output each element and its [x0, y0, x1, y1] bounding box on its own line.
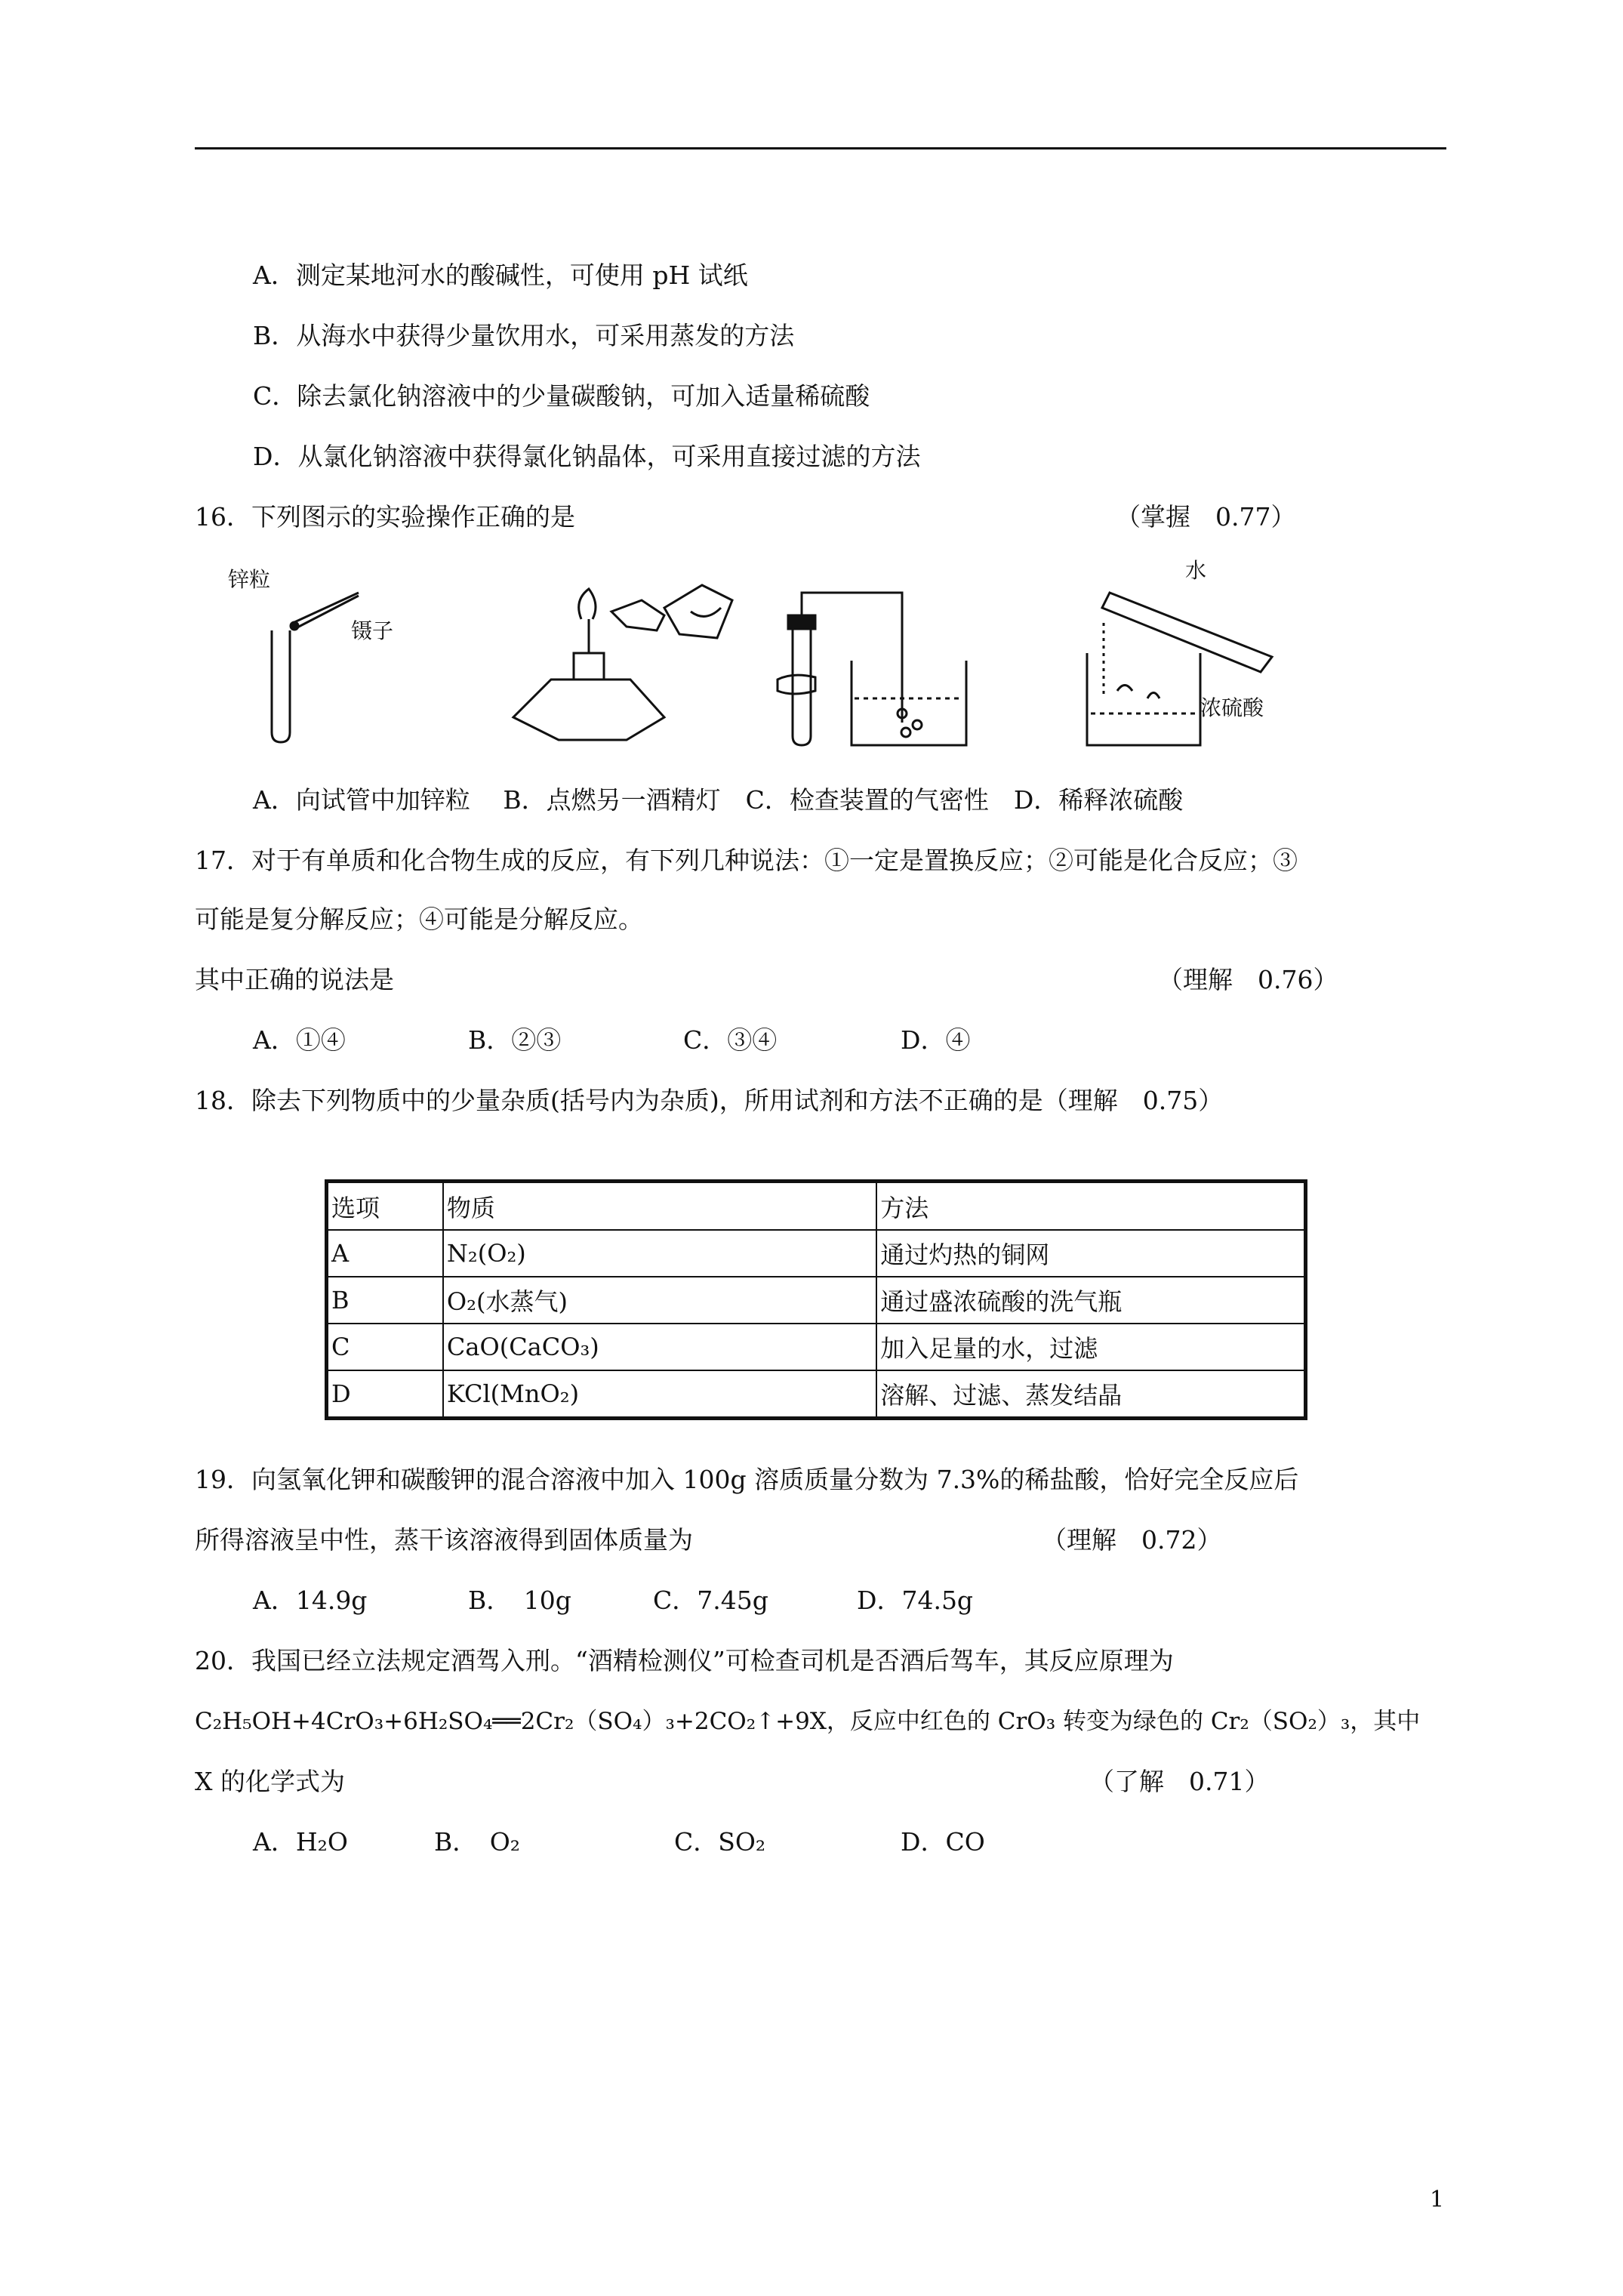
q15-option-d: D．从氯化钠溶液中获得氯化钠晶体，可采用直接过滤的方法	[253, 442, 921, 471]
table-cell: CaO(CaCO₃)	[443, 1324, 876, 1370]
q17-option-a: A．①④	[253, 1025, 346, 1055]
q17-stem-3: 其中正确的说法是	[195, 965, 394, 994]
q18-table	[325, 1179, 1307, 1420]
table-cell: B	[327, 1277, 443, 1324]
table-cell: 溶解、过滤、蒸发结晶	[876, 1370, 1305, 1419]
figure-a-zinc-tube	[272, 593, 359, 742]
page-number: 1	[1430, 2187, 1445, 2213]
table-row	[327, 1230, 1306, 1277]
q20-option-d: D．CO	[901, 1827, 985, 1857]
q17-stem-2: 可能是复分解反应；④可能是分解反应。	[195, 905, 643, 934]
table-cell: N₂(O₂)	[443, 1230, 876, 1277]
label-acid: 浓硫酸	[1200, 695, 1264, 720]
q19-option-c: C．7.45g	[653, 1586, 768, 1615]
q20-option-a: A．H₂O	[253, 1827, 348, 1857]
q17-option-b: B．②③	[468, 1025, 562, 1055]
table-cell: O₂(水蒸气)	[443, 1277, 876, 1324]
header-rule	[195, 147, 1446, 149]
q17-option-d: D．④	[901, 1025, 971, 1055]
q18-stem: 18．除去下列物质中的少量杂质(括号内为杂质)，所用试剂和方法不正确的是（理解 0.75）	[195, 1086, 1224, 1115]
label-water: 水	[1185, 558, 1207, 583]
label-zinc: 锌粒	[228, 567, 271, 592]
q16-options: A．向试管中加锌粒 B．点燃另一酒精灯 C．检查装置的气密性 D．稀释浓硫酸	[253, 785, 1184, 815]
q19-stem-1: 19．向氢氧化钾和碳酸钾的混合溶液中加入 100g 溶质质量分数为 7.3%的稀盐酸，恰好完全反应后	[195, 1465, 1299, 1494]
table-header: 方法	[876, 1182, 1305, 1231]
q15-option-c: C．除去氯化钠溶液中的少量碳酸钠，可加入适量稀硫酸	[253, 381, 870, 411]
q19-option-d: D．74.5g	[857, 1586, 974, 1615]
q20-equation: C₂H₅OH+4CrO₃+6H₂SO₄══2Cr₂（SO₄）₃+2CO₂↑+9X，反应中红色的 CrO₃ 转变为绿色的 Cr₂（SO₂）₃，其中	[195, 1708, 1421, 1735]
table-cell: KCl(MnO₂)	[443, 1370, 876, 1419]
q20-difficulty: （了解 0.71）	[1089, 1767, 1270, 1796]
q16-stem: 16．下列图示的实验操作正确的是	[195, 502, 575, 532]
q20-stem-1: 20．我国已经立法规定酒驾入刑。“酒精检测仪”可检查司机是否酒后驾车，其反应原理为	[195, 1646, 1174, 1675]
figure-d-dilute-acid	[1087, 593, 1272, 745]
q15-option-b: B．从海水中获得少量饮用水，可采用蒸发的方法	[253, 321, 795, 350]
table-cell: 通过盛浓硫酸的洗气瓶	[876, 1277, 1305, 1324]
q19-option-b: B． 10g	[468, 1586, 571, 1615]
table-header-row	[327, 1182, 1306, 1231]
table-cell: 通过灼热的铜网	[876, 1230, 1305, 1277]
q17-difficulty: （理解 0.76）	[1158, 965, 1338, 994]
table-header: 选项	[327, 1182, 443, 1231]
q15-option-a: A．测定某地河水的酸碱性，可使用 pH 试纸	[253, 260, 748, 290]
q19-difficulty: （理解 0.72）	[1042, 1525, 1222, 1555]
table-cell: A	[327, 1230, 443, 1277]
table-cell: D	[327, 1370, 443, 1419]
q20-option-c: C．SO₂	[674, 1827, 766, 1857]
q19-stem-2: 所得溶液呈中性，蒸干该溶液得到固体质量为	[195, 1525, 693, 1555]
figure-b-alcohol-lamps	[513, 585, 732, 740]
table-header: 物质	[443, 1182, 876, 1231]
q16-figures	[219, 547, 1276, 751]
table-row	[327, 1277, 1306, 1324]
q17-option-c: C．③④	[683, 1025, 778, 1055]
q17-stem-1: 17．对于有单质和化合物生成的反应，有下列几种说法：①一定是置换反应；②可能是化合反应；③	[195, 846, 1298, 875]
table-row	[327, 1324, 1306, 1370]
table-row	[327, 1370, 1306, 1419]
q20-option-b: B． O₂	[434, 1827, 521, 1857]
table-cell: 加入足量的水，过滤	[876, 1324, 1305, 1370]
q20-stem-3: X 的化学式为	[195, 1767, 345, 1796]
label-tweezers: 镊子	[351, 618, 394, 643]
q19-option-a: A．14.9g	[253, 1586, 368, 1615]
q16-difficulty: （掌握 0.77）	[1116, 502, 1296, 532]
table-cell: C	[327, 1324, 443, 1370]
figure-c-airtight-check	[778, 593, 966, 745]
